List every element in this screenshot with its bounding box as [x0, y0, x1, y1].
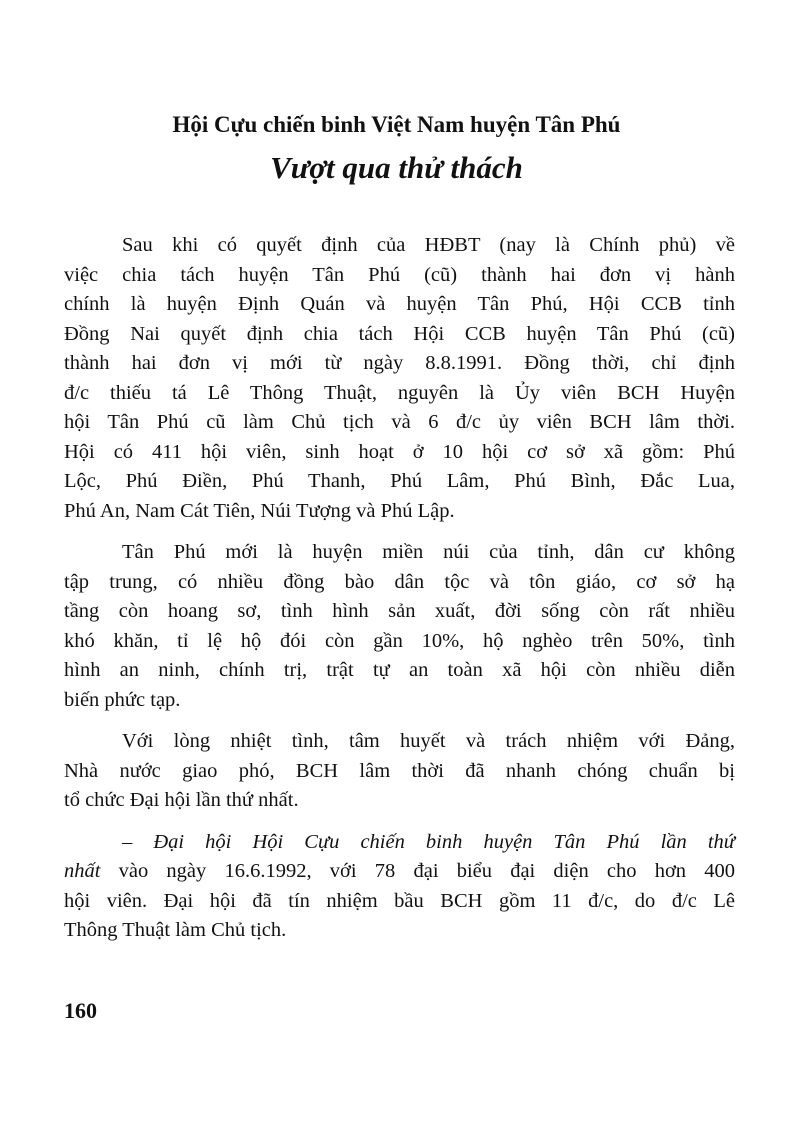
text-line: tầng còn hoang sơ, tình hình sản xuất, đời sống còn rất nhiều: [64, 600, 735, 622]
paragraph-3: [64, 727, 735, 816]
text-line: chính là huyện Định Quán và huyện Tân Phú, Hội CCB tỉnh: [64, 293, 735, 315]
text-line: hình an ninh, chính trị, trật tự an toàn xã hội còn nhiều diễn: [64, 659, 735, 681]
text-line: Với lòng nhiệt tình, tâm huyết và trách nhiệm với Đảng,: [122, 730, 735, 752]
text-line: hội Tân Phú cũ làm Chủ tịch và 6 đ/c ủy viên BCH lâm thời.: [64, 411, 735, 433]
text-line: tập trung, có nhiều đồng bào dân tộc và tôn giáo, cơ sở hạ: [64, 570, 735, 593]
paragraph-4: [64, 828, 735, 946]
body-text: [64, 231, 735, 958]
text-line: [64, 857, 735, 887]
italic-text: nhất: [64, 860, 101, 882]
italic-text: – Đại hội Hội Cựu chiến binh huyện Tân Phú lần thứ: [122, 830, 735, 853]
section-title: Hội Cựu chiến binh Việt Nam huyện Tân Phú: [172, 112, 621, 137]
text-line: việc chia tách huyện Tân Phú (cũ) thành hai đơn vị hành: [64, 263, 735, 286]
page-number: 160: [64, 998, 97, 1023]
article-title: Vượt qua thử thách: [270, 150, 523, 185]
text-line: thành hai đơn vị mới từ ngày 8.8.1991. Đồng thời, chỉ định: [64, 352, 735, 374]
text-line: Đồng Nai quyết định chia tách Hội CCB huyện Tân Phú (cũ): [64, 322, 735, 345]
text-line: Thông Thuật làm Chủ tịch.: [64, 919, 287, 941]
text-line: đ/c thiếu tá Lê Thông Thuật, nguyên là Ủy viên BCH Huyện: [64, 381, 735, 404]
text-line: khó khăn, tỉ lệ hộ đói còn gần 10%, hộ nghèo trên 50%, tình: [64, 629, 735, 652]
text-line: Sau khi có quyết định của HĐBT (nay là Chính phủ) về: [122, 234, 735, 256]
text-line: Nhà nước giao phó, BCH lâm thời đã nhanh chóng chuẩn bị: [64, 759, 735, 782]
text-line: Tân Phú mới là huyện miền núi của tỉnh, dân cư không: [122, 541, 735, 563]
text-line: Lộc, Phú Điền, Phú Thanh, Phú Lâm, Phú Bình, Đắc Lua,: [64, 470, 735, 492]
text: vào ngày 16.6.1992, với 78 đại biểu đại diện cho hơn 400: [100, 860, 735, 882]
text-line: biến phức tạp.: [64, 688, 181, 711]
text-line: [64, 828, 735, 858]
paragraph-1: [64, 231, 735, 526]
text-line: Phú An, Nam Cát Tiên, Núi Tượng và Phú Lập.: [64, 499, 455, 522]
paragraph-2: [64, 538, 735, 715]
text-line: tổ chức Đại hội lần thứ nhất.: [64, 789, 299, 811]
text-line: hội viên. Đại hội đã tín nhiệm bầu BCH gồm 11 đ/c, do đ/c Lê: [64, 889, 735, 912]
text-line: Hội có 411 hội viên, sinh hoạt ở 10 hội cơ sở xã gồm: Phú: [64, 440, 735, 463]
